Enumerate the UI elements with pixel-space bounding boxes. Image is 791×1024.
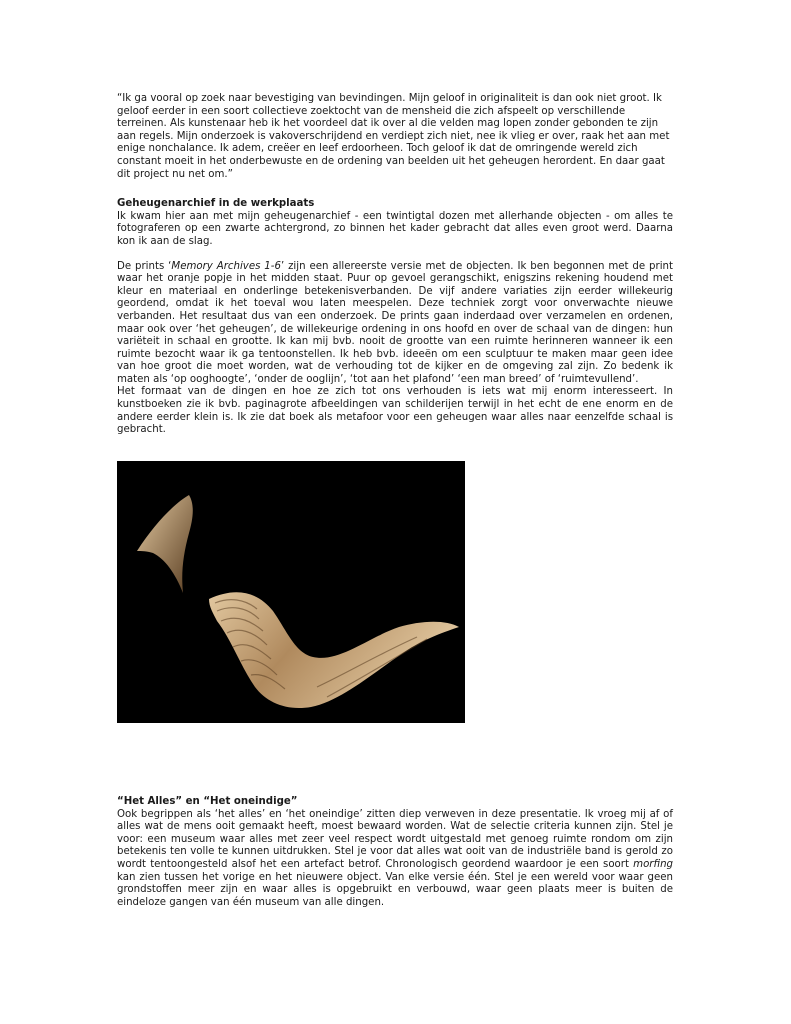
paragraph-alles [117, 809, 673, 910]
document-body [117, 93, 673, 437]
prints-text-start: De prints ‘ [117, 260, 172, 272]
paragraph-formaat: Het formaat van de dingen en hoe ze zich tot ons verhouden is iets wat mij enorm interesseert. In kunstboeken zie ik bvb. paginagrote afbeeldingen van schilderijen terwijl in het echt de ene enorm en de andere eerder klein is. Ik zie dat boek als metafoor voor een geheugen waar alles naar eenzelfde schaal is gebracht. [117, 386, 673, 436]
alles-text-start: Ook begrippen als ‘het alles’ en ‘het oneindige’ zitten diep verweven in deze presentatie. Ik vroeg mij af of alles wat de mens ooit gemaakt heeft, moest bewaard worden. Wat de selectie criteria kunnen zijn. Stel je voor: een museum waar alles met zeer veel respect wordt uitgestald met genoeg ruimte rondom om zijn betekenis ten volle te kunnen uitdrukken. Stel je voor dat alles wat ooit van de industriële band is gerold zo wordt tentoongesteld alsof het een artefact betrof. Chronologisch geordend waardoor je een soort [117, 808, 673, 870]
section-alles-oneindige [117, 796, 673, 909]
morfing-term: morfing [633, 858, 673, 870]
intro-quote: “Ik ga vooral op zoek naar bevestiging van bevindingen. Mijn geloof in originaliteit is dan ook niet groot. Ik geloof eerder in een soort collectieve zoektocht van de mensheid die zich afspeelt op verschillende terreinen. Als kunstenaar heb ik het voordeel dat ik over al die velden mag lopen zonder gebonden te zijn aan regels. Mijn onderzoek is vakoverschrijdend en verdiept zich niet, nee ik vlieg er over, raak het aan met enige nonchalance. Ik adem, creëer en leef erdoorheen. Toch geloof ik dat de omringende wereld zich constant moeit in het onderbewuste en de ordening van beelden uit het geheugen herordent. En daar gaat dit project nu net om.” [117, 93, 670, 180]
horn-image [117, 461, 465, 723]
prints-text-rest: ’ zijn een allereerste versie met de objecten. Ik ben begonnen met de print waar het oranje popje in het midden staat. Puur op gevoel gerangschikt, enigszins rekening houdend met kleur en materiaal en onderlinge betekenisverbanden. De vijf andere variaties zijn eerder willekeurig geordend, omdat ik het toeval wou laten meespelen. Deze techniek zorgt voor onverwachte nieuwe verbanden. Het resultaat dus van een onderzoek. De prints gaan inderdaad over verzamelen en ordenen, maar ook over ‘het geheugen’, de willekeurige ordening in ons hoofd en over de schaal van de dingen: hun variëteit in schaal en grootte. Ik kan mij bvb. nooit de grootte van een ruimte herinneren wanneer ik een ruimte bezocht waar ik ga tentoonstellen. Ik heb bvb. ideeën om een sculptuur te maken maar geen idee van hoe groot die moet worden, wat de verhouding tot de kijker en de omgeving zal zijn. Zo bedenk ik maten als ‘op ooghoogte’, ‘onder de ooglijn’, ‘tot aan het plafond’ ‘een man breed’ of ‘ruimtevullend’. [117, 260, 673, 385]
section-heading-alles: “Het Alles” en “Het oneindige” [117, 796, 298, 807]
alles-text-rest: kan zien tussen het vorige en het nieuwere object. Van elke versie één. Stel je een wereld voor waar geen grondstoffen meer zijn en waar alles is opgebruikt en verbouwd, waar geen plaats meer is buiten de eindeloze gangen van één museum van alle dingen. [117, 871, 673, 908]
horn-photograph [117, 461, 465, 723]
memory-archives-title: Memory Archives 1-6 [171, 260, 281, 272]
paragraph-prints [117, 261, 673, 387]
paragraph-geheugenarchief: Ik kwam hier aan met mijn geheugenarchief - een twintigtal dozen met allerhande objecten - om alles te fotograferen op een zwarte achtergrond, zo binnen het kader gebracht dat alles even groot werd. Daarna kon ik aan de slag. [117, 210, 673, 247]
section-heading-geheugenarchief: Geheugenarchief in de werkplaats [117, 198, 315, 210]
